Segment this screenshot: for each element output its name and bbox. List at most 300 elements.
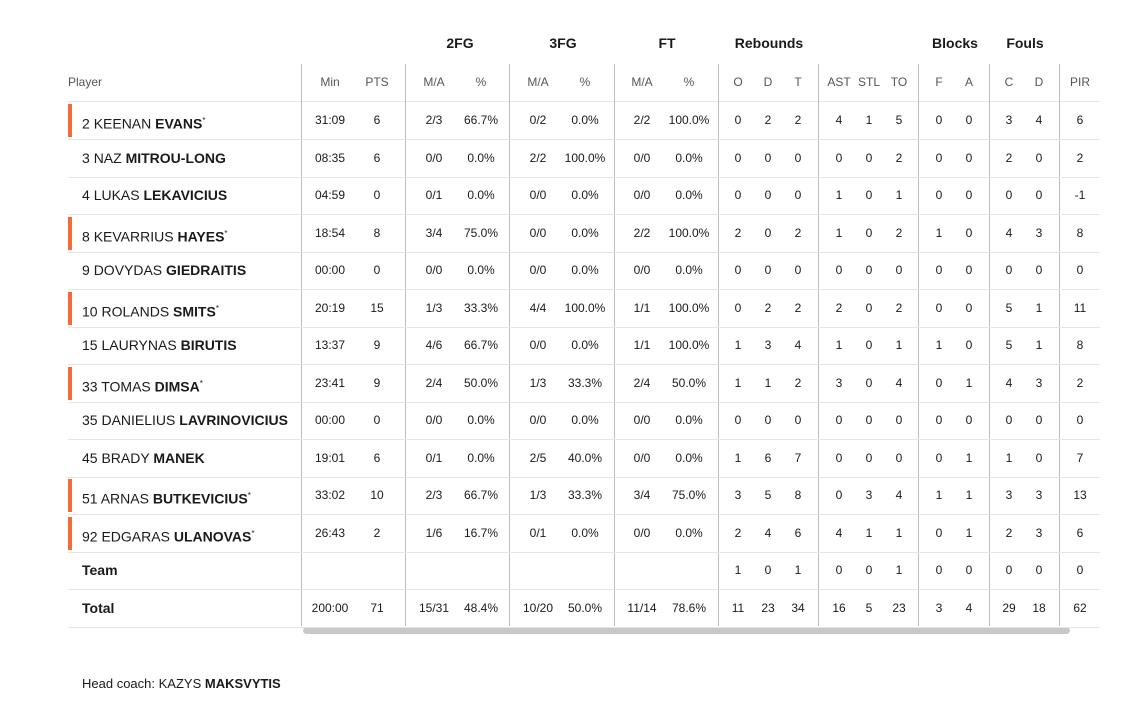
stat-stl: 0 — [865, 563, 873, 577]
player-first-name: DANIELIUS — [101, 412, 176, 428]
player-name[interactable] — [82, 177, 227, 214]
stat-blk-a: 0 — [965, 150, 973, 165]
stat-2fg-pct: 16.7% — [463, 525, 499, 540]
stat-blk-f: 0 — [935, 300, 943, 315]
col-header-to: TO — [890, 75, 908, 89]
stat-3fg-pct: 100.0% — [564, 300, 606, 315]
stat-reb-d: 23 — [761, 600, 775, 615]
stat-ft-ma: 0/0 — [633, 413, 651, 427]
stat-3fg-ma: 1/3 — [529, 488, 547, 502]
stat-3fg-pct: 0.0% — [571, 263, 599, 277]
stat-3fg-ma: 4/4 — [529, 300, 547, 315]
stat-foul-d: 3 — [1035, 488, 1043, 502]
col-header-foul-c: C — [1004, 75, 1014, 89]
stat-reb-t: 2 — [794, 113, 802, 127]
stat-stl: 0 — [865, 150, 873, 165]
player-first-name: NAZ — [93, 149, 122, 166]
stat-blk-a: 0 — [965, 338, 973, 352]
player-number: 10 — [82, 303, 98, 320]
stat-2fg-pct: 66.7% — [463, 338, 499, 352]
stat-reb-d: 0 — [764, 563, 772, 577]
stat-pir: 11 — [1073, 300, 1087, 315]
stat-blk-f: 0 — [935, 525, 943, 540]
stat-reb-d: 1 — [764, 375, 772, 390]
stat-2fg-pct — [456, 552, 506, 589]
stat-foul-d: 0 — [1035, 413, 1043, 427]
stat-2fg-pct: 0.0% — [467, 188, 495, 202]
stat-3fg-pct: 0.0% — [571, 413, 599, 427]
player-last-name: EVANS — [155, 115, 203, 132]
stat-blk-a: 0 — [965, 563, 973, 577]
player-row — [68, 290, 1100, 328]
stat-pir: 7 — [1076, 450, 1084, 465]
player-last-name: DIMSA — [154, 378, 200, 395]
stat-ast: 0 — [835, 150, 843, 165]
stat-blk-f: 0 — [935, 450, 943, 465]
player-name[interactable] — [82, 327, 237, 364]
stat-foul-c: 0 — [1005, 413, 1013, 427]
stat-ft-ma: 2/2 — [633, 225, 651, 240]
stat-reb-o: 1 — [734, 563, 742, 577]
stat-foul-c: 1 — [1005, 450, 1013, 465]
stat-blk-a: 1 — [965, 488, 973, 502]
stat-ft-ma: 0/0 — [633, 525, 651, 540]
group-2fg-header: 2FG — [446, 35, 474, 51]
player-number: 15 — [82, 337, 98, 353]
col-header-foul-d: D — [1034, 75, 1044, 89]
stat-pts: 10 — [370, 488, 384, 502]
stat-min: 00:00 — [314, 263, 346, 277]
head-coach — [82, 676, 281, 691]
stat-foul-c: 0 — [1005, 563, 1013, 577]
stat-blk-f: 1 — [935, 488, 943, 502]
stat-pir: 8 — [1076, 338, 1084, 352]
stat-reb-t: 1 — [794, 563, 802, 577]
stat-min: 18:54 — [314, 225, 346, 240]
player-row — [68, 440, 1100, 478]
stat-reb-d: 4 — [764, 525, 772, 540]
player-name[interactable] — [82, 515, 254, 556]
stat-pts: 6 — [373, 113, 381, 127]
stat-min: 08:35 — [314, 150, 346, 165]
stat-reb-o: 0 — [734, 188, 742, 202]
stat-2fg-pct: 33.3% — [463, 300, 499, 315]
stat-ft-pct: 78.6% — [671, 600, 707, 615]
stat-blk-f: 0 — [935, 113, 943, 127]
stat-blk-f: 1 — [935, 338, 943, 352]
col-header-ft-ma: M/A — [631, 75, 653, 89]
stat-2fg-ma: 2/3 — [425, 113, 443, 127]
stat-min: 13:37 — [314, 338, 346, 352]
stat-foul-d: 4 — [1035, 113, 1043, 127]
stat-3fg-pct: 40.0% — [567, 450, 603, 465]
stat-foul-c: 2 — [1005, 150, 1013, 165]
stat-min: 23:41 — [314, 375, 346, 390]
player-row — [68, 215, 1100, 253]
player-row — [68, 365, 1100, 403]
stat-reb-o: 2 — [734, 225, 742, 240]
stat-stl: 0 — [865, 338, 873, 352]
player-number: 51 — [82, 490, 98, 507]
stat-reb-d: 0 — [764, 225, 772, 240]
stat-ft-ma: 1/1 — [633, 300, 651, 315]
head-coach-last-name: MAKSVYTIS — [204, 676, 281, 691]
head-coach-first-name: KAZYS — [158, 676, 202, 691]
stat-ast: 3 — [835, 375, 843, 390]
stat-reb-t: 7 — [794, 450, 802, 465]
stat-2fg-ma: 0/0 — [425, 413, 443, 427]
player-number: 33 — [82, 378, 98, 395]
stat-blk-f: 0 — [935, 563, 943, 577]
stat-ft-pct: 100.0% — [668, 225, 710, 240]
starter-mark: * — [215, 303, 219, 313]
stat-stl: 1 — [865, 113, 873, 127]
stat-3fg-ma: 0/0 — [529, 225, 547, 240]
stat-2fg-pct: 48.4% — [463, 600, 499, 615]
total-label: Total — [82, 599, 115, 616]
col-header-player: Player — [68, 75, 103, 89]
starter-indicator — [68, 104, 72, 137]
player-row — [68, 177, 1100, 215]
player-first-name: KEVARRIUS — [93, 228, 174, 245]
player-name[interactable] — [82, 365, 203, 406]
stat-ft-pct — [664, 552, 714, 589]
stat-reb-d: 0 — [764, 413, 772, 427]
group-3fg-header: 3FG — [549, 35, 577, 51]
stat-foul-d: 3 — [1035, 525, 1043, 540]
player-row — [68, 402, 1100, 440]
stat-2fg-pct: 66.7% — [463, 488, 499, 502]
player-name[interactable] — [82, 477, 251, 518]
stat-2fg-ma: 4/6 — [425, 338, 443, 352]
stat-stl: 0 — [865, 263, 873, 277]
stat-blk-a: 0 — [965, 188, 973, 202]
player-last-name: ULANOVAS — [173, 528, 252, 545]
stat-ft-pct: 0.0% — [675, 188, 703, 202]
stat-to: 2 — [895, 150, 903, 165]
stat-pts: 0 — [373, 413, 381, 427]
col-header-stl: STL — [857, 75, 880, 89]
stat-ft-pct: 100.0% — [668, 338, 710, 352]
stat-ft-ma: 0/0 — [633, 263, 651, 277]
stat-pir: 2 — [1076, 375, 1084, 390]
stat-reb-t: 4 — [794, 338, 802, 352]
stat-reb-t: 2 — [794, 375, 802, 390]
stat-2fg-ma: 0/0 — [425, 263, 443, 277]
stat-pts: 71 — [370, 600, 384, 615]
stat-to: 0 — [895, 450, 903, 465]
stat-pts: 0 — [373, 188, 381, 202]
player-row — [68, 252, 1100, 290]
player-number: 45 — [82, 449, 98, 466]
stat-blk-f: 3 — [935, 600, 943, 615]
stat-reb-t: 34 — [791, 600, 805, 615]
stat-3fg-pct: 0.0% — [571, 525, 599, 540]
player-last-name: GIEDRAITIS — [166, 262, 247, 278]
stat-foul-d: 18 — [1032, 600, 1046, 615]
stat-pir: 6 — [1076, 525, 1084, 540]
stat-blk-f: 1 — [935, 225, 943, 240]
stat-to: 0 — [895, 413, 903, 427]
stat-foul-c: 2 — [1005, 525, 1013, 540]
stat-3fg-ma: 10/20 — [522, 600, 554, 615]
stat-stl: 5 — [865, 600, 873, 615]
stat-ast: 4 — [835, 113, 843, 127]
stat-reb-o: 0 — [734, 300, 742, 315]
stat-pts: 0 — [373, 263, 381, 277]
stat-ft-pct: 100.0% — [668, 113, 710, 127]
stat-min: 20:19 — [314, 300, 346, 315]
stat-to: 2 — [895, 300, 903, 315]
stat-ast: 2 — [835, 300, 843, 315]
stat-3fg-ma: 0/0 — [529, 413, 547, 427]
stat-pts: 9 — [373, 375, 381, 390]
stat-pts: 2 — [373, 525, 381, 540]
stat-foul-c: 5 — [1005, 338, 1013, 352]
player-number: 9 — [82, 262, 90, 278]
stat-foul-d: 0 — [1035, 188, 1043, 202]
player-name[interactable] — [82, 252, 246, 289]
player-name[interactable] — [82, 440, 205, 477]
player-number: 3 — [82, 149, 90, 166]
player-first-name: TOMAS — [101, 378, 151, 395]
stat-3fg-ma: 0/0 — [529, 188, 547, 202]
stat-reb-d: 0 — [764, 188, 772, 202]
stat-reb-t: 8 — [794, 488, 802, 502]
stat-reb-t: 2 — [794, 225, 802, 240]
stat-foul-c: 3 — [1005, 488, 1013, 502]
stat-3fg-pct — [560, 552, 610, 589]
stat-reb-o: 3 — [734, 488, 742, 502]
starter-indicator — [68, 217, 72, 250]
team-label: Team — [82, 562, 118, 578]
stat-reb-o: 0 — [734, 113, 742, 127]
stat-foul-c: 29 — [1002, 600, 1016, 615]
col-header-ast: AST — [827, 75, 851, 89]
stat-pir: 6 — [1076, 113, 1084, 127]
stat-to: 1 — [895, 563, 903, 577]
col-header-min: Min — [320, 75, 340, 89]
starter-mark: * — [247, 491, 251, 500]
group-blocks-header: Blocks — [932, 35, 978, 51]
stat-to: 5 — [895, 113, 903, 127]
stat-foul-c: 5 — [1005, 300, 1013, 315]
stat-foul-d: 0 — [1035, 150, 1043, 165]
stat-to: 1 — [895, 338, 903, 352]
stat-3fg-ma: 2/5 — [529, 450, 547, 465]
stat-2fg-ma: 3/4 — [425, 225, 443, 240]
stat-ft-pct: 75.0% — [671, 488, 707, 502]
col-header-3fg-pct: % — [579, 75, 591, 89]
stat-blk-a: 0 — [965, 263, 973, 277]
col-header-reb-t: T — [794, 75, 802, 89]
stat-ft-pct: 0.0% — [675, 150, 703, 165]
player-name[interactable] — [82, 215, 228, 256]
stat-min: 04:59 — [314, 188, 346, 202]
horizontal-scrollbar[interactable] — [303, 627, 1070, 634]
stat-foul-d: 0 — [1035, 450, 1043, 465]
player-row — [68, 140, 1100, 178]
stat-min: 200:00 — [311, 600, 349, 615]
stat-ft-ma: 3/4 — [633, 488, 651, 502]
stat-blk-a: 1 — [965, 450, 973, 465]
player-name[interactable] — [82, 140, 226, 177]
stat-3fg-pct: 33.3% — [567, 488, 603, 502]
stat-to: 4 — [895, 488, 903, 502]
stat-2fg-ma: 0/0 — [425, 150, 443, 165]
stat-foul-c: 4 — [1005, 225, 1013, 240]
stat-reb-d: 0 — [764, 150, 772, 165]
stat-ft-pct: 100.0% — [668, 300, 710, 315]
player-number: 8 — [82, 228, 90, 245]
starter-mark: * — [251, 528, 255, 538]
stat-reb-d: 6 — [764, 450, 772, 465]
player-last-name: LEKAVICIUS — [143, 187, 228, 203]
stat-2fg-ma: 2/4 — [425, 375, 443, 390]
stat-ft-ma: 0/0 — [633, 150, 651, 165]
stat-3fg-pct: 0.0% — [571, 338, 599, 352]
group-rebounds-header: Rebounds — [734, 35, 804, 51]
stat-2fg-pct: 50.0% — [463, 375, 499, 390]
stat-reb-d: 2 — [764, 300, 772, 315]
stat-ft-ma — [617, 552, 667, 589]
player-row — [68, 102, 1100, 140]
stat-foul-d: 1 — [1035, 300, 1043, 315]
stat-ft-pct: 50.0% — [671, 375, 707, 390]
stat-2fg-ma: 0/1 — [425, 188, 443, 202]
stat-reb-d: 2 — [764, 113, 772, 127]
player-last-name: MITROU-LONG — [125, 149, 226, 166]
stat-min: 26:43 — [314, 525, 346, 540]
stat-3fg-ma — [513, 552, 563, 589]
stat-ft-ma: 2/2 — [633, 113, 651, 127]
stat-3fg-pct: 33.3% — [567, 375, 603, 390]
stat-2fg-pct: 75.0% — [463, 225, 499, 240]
player-name[interactable] — [82, 402, 288, 439]
stat-stl: 0 — [865, 300, 873, 315]
starter-indicator — [68, 367, 72, 400]
stat-foul-d: 0 — [1035, 263, 1043, 277]
stat-blk-f: 0 — [935, 188, 943, 202]
stat-to: 1 — [895, 525, 903, 540]
stat-blk-f: 0 — [935, 263, 943, 277]
stat-min: 33:02 — [314, 488, 346, 502]
player-first-name: LUKAS — [93, 187, 140, 203]
player-last-name: HAYES — [177, 228, 225, 245]
stat-3fg-pct: 50.0% — [567, 600, 603, 615]
stat-min: 00:00 — [314, 413, 346, 427]
stat-pts: 15 — [370, 300, 384, 315]
stat-blk-a: 4 — [965, 600, 973, 615]
starter-mark: * — [199, 378, 203, 388]
stat-reb-o: 1 — [734, 338, 742, 352]
stat-2fg-pct: 0.0% — [467, 150, 495, 165]
player-first-name: DOVYDAS — [93, 262, 163, 278]
stat-2fg-ma: 1/3 — [425, 300, 443, 315]
stat-to: 2 — [895, 225, 903, 240]
stat-pir: 0 — [1076, 413, 1084, 427]
player-first-name: EDGARAS — [101, 528, 170, 545]
player-number: 35 — [82, 412, 98, 428]
col-header-2fg-pct: % — [475, 75, 487, 89]
player-number: 2 — [82, 115, 90, 132]
col-header-3fg-ma: M/A — [527, 75, 549, 89]
stat-3fg-pct: 0.0% — [571, 188, 599, 202]
stat-ft-pct: 0.0% — [675, 450, 703, 465]
stat-stl: 1 — [865, 525, 873, 540]
stat-reb-d: 3 — [764, 338, 772, 352]
stat-3fg-ma: 2/2 — [529, 150, 547, 165]
stat-pts — [352, 552, 402, 589]
stat-pts: 8 — [373, 225, 381, 240]
stat-2fg-ma: 0/1 — [425, 450, 443, 465]
player-last-name: BUTKEVICIUS — [152, 490, 248, 507]
stat-to: 1 — [895, 188, 903, 202]
player-name[interactable] — [82, 290, 219, 331]
stat-blk-a: 0 — [965, 113, 973, 127]
player-last-name: LAVRINOVICIUS — [179, 412, 288, 428]
stat-pir: 2 — [1076, 150, 1084, 165]
starter-indicator — [68, 517, 72, 550]
stat-reb-o: 1 — [734, 450, 742, 465]
stat-stl: 3 — [865, 488, 873, 502]
stat-foul-d: 3 — [1035, 225, 1043, 240]
stat-ft-pct: 0.0% — [675, 413, 703, 427]
stat-stl: 0 — [865, 188, 873, 202]
stat-pts: 6 — [373, 150, 381, 165]
team-row — [68, 552, 1100, 590]
stat-3fg-ma: 0/0 — [529, 263, 547, 277]
stat-2fg-ma: 15/31 — [418, 600, 450, 615]
stat-reb-t: 0 — [794, 263, 802, 277]
group-ft-header: FT — [658, 35, 676, 51]
stat-ast: 0 — [835, 488, 843, 502]
stat-ast: 0 — [835, 450, 843, 465]
player-row — [68, 477, 1100, 515]
stat-min: 19:01 — [314, 450, 346, 465]
stat-2fg-ma: 2/3 — [425, 488, 443, 502]
stat-blk-a: 1 — [965, 375, 973, 390]
stat-ast: 16 — [832, 600, 846, 615]
stat-3fg-ma: 0/0 — [529, 338, 547, 352]
stat-pir: -1 — [1074, 188, 1086, 202]
player-first-name: ARNAS — [100, 490, 149, 507]
stat-pts: 6 — [373, 450, 381, 465]
stat-blk-f: 0 — [935, 150, 943, 165]
stat-blk-a: 0 — [965, 300, 973, 315]
stat-blk-a: 0 — [965, 225, 973, 240]
player-last-name: SMITS — [173, 303, 216, 320]
stat-foul-c: 4 — [1005, 375, 1013, 390]
stat-min: 31:09 — [314, 113, 346, 127]
stat-3fg-ma: 0/1 — [529, 525, 547, 540]
stat-stl: 0 — [865, 375, 873, 390]
player-row — [68, 327, 1100, 365]
stat-foul-c: 0 — [1005, 188, 1013, 202]
player-last-name: MANEK — [153, 449, 205, 466]
stat-foul-d: 0 — [1035, 563, 1043, 577]
player-name[interactable] — [82, 102, 205, 143]
stat-3fg-ma: 0/2 — [529, 113, 547, 127]
player-first-name: KEENAN — [93, 115, 152, 132]
stat-foul-d: 3 — [1035, 375, 1043, 390]
stat-2fg-pct: 0.0% — [467, 450, 495, 465]
stat-pir: 62 — [1073, 600, 1087, 615]
stat-pts: 9 — [373, 338, 381, 352]
starter-indicator — [68, 292, 72, 325]
stat-pir: 0 — [1076, 263, 1084, 277]
player-number: 4 — [82, 187, 90, 203]
